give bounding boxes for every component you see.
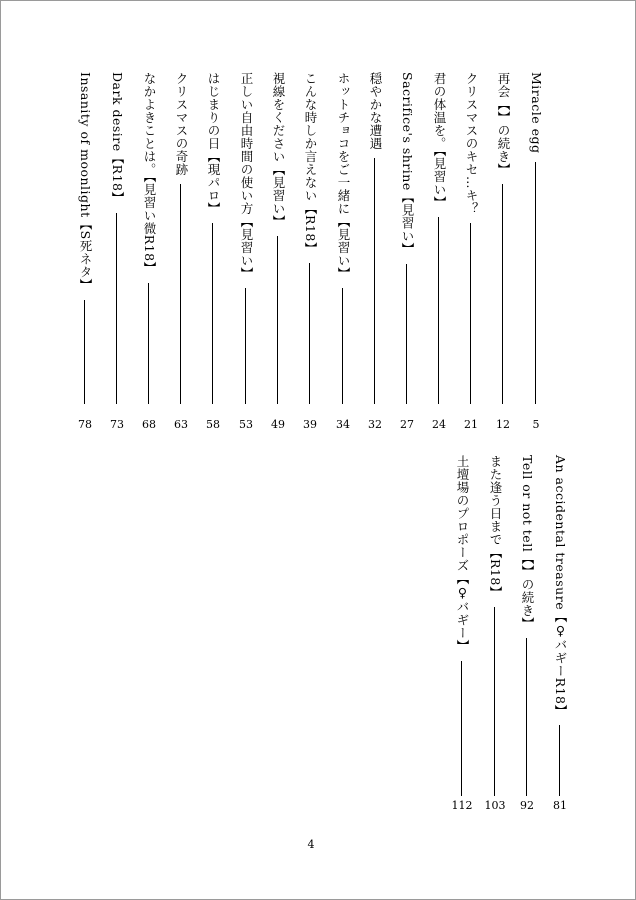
toc-entry — [237, 72, 255, 433]
toc-entry-title: ホットチョコをご一緒に【見習い】 — [336, 72, 351, 280]
toc-entry-page: 12 — [496, 418, 510, 431]
toc-entry — [398, 72, 416, 433]
toc-entry — [366, 72, 384, 433]
toc-entry-page: 39 — [303, 418, 317, 431]
toc-entry-title: 視線をください【見習い】 — [271, 72, 286, 228]
toc-entry — [172, 72, 190, 433]
toc-entry — [140, 72, 158, 433]
toc-leader-line — [180, 184, 181, 404]
toc-entry-title: 穏やかな遭遇 — [368, 72, 383, 150]
toc-entry-page: 5 — [532, 418, 540, 431]
toc-entry-page: 32 — [368, 418, 382, 431]
toc-entry-page: 92 — [520, 799, 534, 812]
toc-leader-line — [535, 162, 536, 405]
toc-leader-line — [470, 223, 471, 404]
toc-entry — [76, 72, 94, 433]
toc-entry-title: Dark desire【R18】 — [110, 72, 125, 205]
toc-leader-line — [212, 223, 213, 404]
toc-leader-line — [309, 263, 310, 404]
toc-entry — [430, 72, 448, 433]
toc-leader-line — [502, 184, 503, 404]
toc-entry-page: 49 — [271, 418, 285, 431]
toc-entry-title: クリスマスのキセ…キ？ — [464, 72, 479, 215]
toc-entry-page: 58 — [206, 418, 220, 431]
toc-entry — [301, 72, 319, 433]
toc-entry-title: Insanity of moonlight【S死ネタ】 — [78, 72, 93, 292]
toc-leader-line — [526, 638, 527, 796]
toc-leader-line — [277, 236, 278, 404]
toc-entry-page: 81 — [553, 799, 567, 812]
toc-entry-title: 君の体温を。【見習い】 — [432, 72, 447, 209]
toc-entry-page: 53 — [239, 418, 253, 431]
toc-leader-line — [559, 725, 560, 796]
toc-entry — [269, 72, 287, 433]
toc-entry — [462, 72, 480, 433]
toc-entry-page: 68 — [142, 418, 156, 431]
toc-leader-line — [438, 217, 439, 404]
toc-entry-page: 73 — [110, 418, 124, 431]
toc-leader-line — [342, 288, 343, 404]
toc-entry — [334, 72, 352, 433]
toc-entry — [518, 455, 536, 814]
toc-entry-page: 103 — [484, 799, 506, 812]
toc-entry-title: Sacrifice's shrine【見習い】 — [400, 72, 415, 256]
toc-entry-page: 24 — [432, 418, 446, 431]
toc-entry — [527, 72, 545, 433]
toc-entry-title: 土壇場のプロポーズ【♀バギー】 — [455, 455, 470, 653]
toc-entry — [453, 455, 471, 814]
toc-entry — [204, 72, 222, 433]
toc-entry — [486, 455, 504, 814]
toc-entry-page: 27 — [400, 418, 414, 431]
toc-entry-title: クリスマスの奇跡 — [174, 72, 189, 176]
toc-entry-page: 78 — [78, 418, 92, 431]
toc-entry-page: 34 — [336, 418, 350, 431]
toc-leader-line — [148, 283, 149, 404]
toc-entry-title: Miracle egg — [529, 72, 544, 154]
toc-entry-title: はじまりの日【現パロ】 — [206, 72, 221, 215]
toc-leader-line — [494, 607, 495, 796]
page-number: 4 — [307, 838, 315, 851]
toc-leader-line — [374, 158, 375, 404]
toc-entry-title: また逢う日まで【R18】 — [488, 455, 503, 599]
toc-entry — [551, 455, 569, 814]
toc-entry-page: 112 — [451, 799, 473, 812]
toc-entry-page: 63 — [174, 418, 188, 431]
toc-entry-page: 21 — [464, 418, 478, 431]
toc-entry-title: Tell or not tell【】の続き】 — [520, 455, 535, 631]
toc-entry-title: 正しい自由時間の使い方【見習い】 — [239, 72, 254, 280]
toc-entry — [108, 72, 126, 433]
toc-leader-line — [406, 264, 407, 404]
toc-leader-line — [245, 288, 246, 404]
toc-entry-title: なかよきことは。【見習い微R18】 — [142, 72, 157, 275]
toc-leader-line — [84, 300, 85, 404]
toc-leader-line — [461, 661, 462, 797]
toc-entry-title: An accidental treasure【♀バギーR18】 — [553, 455, 568, 718]
toc-entry — [494, 72, 512, 433]
toc-leader-line — [116, 213, 117, 405]
toc-entry-title: こんな時しか言えない【R18】 — [303, 72, 318, 255]
toc-entry-title: 再会【】の続き】 — [496, 72, 511, 176]
